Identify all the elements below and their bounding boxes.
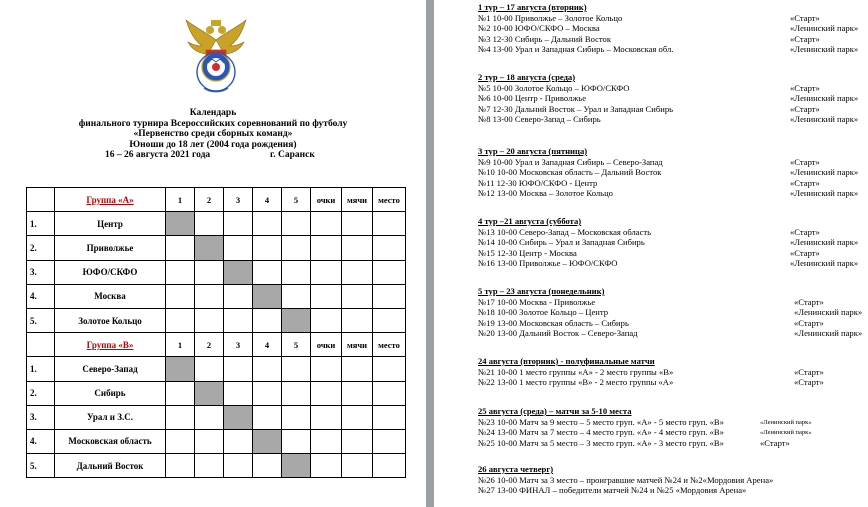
match-venue: «Старт» (790, 227, 820, 237)
team-name: Сибирь (55, 381, 166, 405)
result-cell (282, 284, 311, 308)
match-text: №17 10-00 Москва - Приволжье (478, 297, 596, 307)
match-line (478, 417, 858, 427)
result-cell (342, 236, 373, 260)
match-venue: «Старт» (760, 437, 790, 448)
result-cell (342, 357, 373, 381)
match-text: №3 12-30 Сибирь – Дальний Восток (478, 33, 612, 44)
match-text: №4 13-00 Урал и Западная Сибирь – Московская обл. (478, 44, 674, 55)
result-cell (342, 284, 373, 308)
result-cell (253, 236, 282, 260)
team-number: 3. (27, 405, 55, 429)
match-line (478, 438, 858, 448)
team-number: 3. (27, 260, 55, 284)
team-name: Золотое Кольцо (55, 308, 166, 332)
team-number: 4. (27, 429, 55, 453)
match-text: №9 10-00 Урал и Западная Сибирь – Северо-Запад (478, 157, 663, 167)
column-header: 1 (166, 333, 195, 357)
result-cell (282, 381, 311, 405)
result-cell (253, 381, 282, 405)
match-text: №24 13-00 Матч за 7 место – 4 место груп. «А» - 4 место груп. «В» (478, 427, 724, 438)
result-cell (373, 212, 406, 236)
team-name: ЮФО/СКФО (55, 260, 166, 284)
match-line (478, 227, 858, 237)
team-number: 1. (27, 212, 55, 236)
team-number: 4. (27, 284, 55, 308)
team-row (27, 405, 406, 429)
result-cell (373, 381, 406, 405)
match-line (478, 367, 858, 377)
match-text: №18 10-00 Золотое Кольцо – Центр (478, 307, 609, 318)
result-cell (195, 429, 224, 453)
match-line (478, 23, 858, 33)
tournament-dates: 16 – 26 августа 2021 года (105, 150, 211, 161)
match-line (478, 83, 858, 93)
match-venue: «Ленинский парк» (794, 307, 863, 318)
round-title: 26 августа четверг) (478, 464, 554, 474)
match-line (478, 157, 858, 167)
team-row (27, 357, 406, 381)
team-row (27, 284, 406, 308)
match-text: №5 10-00 Золотое Кольцо – ЮФО/СКФО (478, 83, 630, 93)
match-line (478, 307, 863, 318)
result-cell (342, 405, 373, 429)
match-venue: «Ленинский парк» (790, 23, 859, 34)
match-text: №20 13-00 Дальний Восток – Северо-Запад (478, 328, 638, 339)
header-line: «Первенство среди сборных команд» (133, 129, 293, 140)
team-number: 1. (27, 357, 55, 381)
column-header: 3 (224, 333, 253, 357)
header-line: Юноши до 18 лет (2004 года рождения) (129, 139, 297, 150)
round-block (478, 406, 858, 448)
match-line (478, 178, 858, 188)
round-block (478, 356, 858, 388)
result-cell (195, 284, 224, 308)
match-line (478, 297, 858, 307)
match-line (478, 318, 858, 328)
match-line (478, 114, 858, 124)
match-line (478, 258, 858, 268)
match-text: №2 10-00 ЮФО/СКФО – Москва (478, 23, 600, 34)
match-venue: «Старт» (794, 297, 824, 307)
result-cell (342, 454, 373, 478)
match-line (478, 104, 858, 114)
match-line (478, 34, 858, 44)
team-name: Московская область (55, 429, 166, 453)
result-cell (311, 454, 342, 478)
team-number: 2. (27, 381, 55, 405)
round-title: 5 тур – 23 августа (понедельник) (478, 286, 605, 296)
column-header: 5 (282, 333, 311, 357)
match-text: №8 13-00 Северо-Запад – Сибирь (478, 114, 601, 125)
match-text: №25 10-00 Матч за 5 место – 3 место груп. «А» - 3 место груп. «В» (478, 437, 724, 448)
result-cell (311, 236, 342, 260)
column-header: 2 (195, 333, 224, 357)
match-line (478, 485, 858, 495)
result-cell (311, 260, 342, 284)
match-line (478, 188, 858, 198)
group-header-blank (27, 333, 55, 357)
match-venue: «Ленинский парк» (790, 44, 859, 55)
group-title: Группа «В» (55, 333, 166, 357)
result-cell (373, 357, 406, 381)
team-name: Урал и З.С. (55, 405, 166, 429)
result-cell (282, 212, 311, 236)
match-venue: «Старт» (790, 247, 820, 258)
result-cell (166, 260, 195, 284)
match-venue: «Старт» (790, 13, 820, 23)
match-venue: «Ленинский парк» (790, 114, 859, 125)
match-venue: «Ленинский парк» (760, 429, 812, 437)
header-line: финального турнира Всероссийских соревнований по футболу (78, 118, 348, 129)
group-title: Группа «А» (55, 188, 166, 212)
group-header-row (27, 188, 406, 212)
team-row (27, 260, 406, 284)
match-venue: «Ленинский парк» (790, 258, 859, 269)
team-name: Центр (55, 212, 166, 236)
self-cell-shaded (224, 260, 253, 284)
self-cell-shaded (253, 429, 282, 453)
result-cell (282, 236, 311, 260)
result-cell (342, 212, 373, 236)
team-row (27, 454, 406, 478)
match-text: №14 10-00 Сибирь – Урал и Западная Сибирь (478, 237, 645, 248)
match-text: №21 10-00 1 место группы «А» - 2 место группы «В» (478, 367, 674, 377)
match-text: №19 13-00 Московская область – Сибирь (478, 317, 629, 328)
match-venue: «Ленинский парк» (790, 237, 859, 248)
match-text: №27 13-00 ФИНАЛ – победители матчей №24 и №25 «Мордовия Арена» (478, 485, 747, 496)
round-title: 24 августа (вторник) - полуфинальные матчи (478, 356, 655, 366)
result-cell (166, 308, 195, 332)
result-cell (311, 284, 342, 308)
match-text: №15 12-30 Центр - Москва (478, 247, 577, 258)
result-cell (253, 357, 282, 381)
match-line (478, 248, 858, 258)
right-page (434, 0, 868, 507)
team-row (27, 381, 406, 405)
self-cell-shaded (166, 212, 195, 236)
round-block (478, 216, 858, 269)
result-cell (224, 284, 253, 308)
match-text: №1 10-00 Приволжье – Золотое Кольцо (478, 13, 623, 23)
round-title: 2 тур – 18 августа (среда) (478, 72, 576, 82)
result-cell (311, 308, 342, 332)
result-cell (373, 454, 406, 478)
column-header: место (373, 188, 406, 212)
team-name: Приволжье (55, 236, 166, 260)
result-cell (253, 212, 282, 236)
result-cell (253, 260, 282, 284)
result-cell (342, 260, 373, 284)
match-text: №10 10-00 Московская область – Дальний Восток (478, 167, 662, 178)
team-number: 2. (27, 236, 55, 260)
match-text: №6 10-00 Центр - Приволжье (478, 93, 587, 104)
result-cell (224, 236, 253, 260)
match-text: №13 10-00 Северо-Запад – Московская область (478, 227, 652, 237)
result-cell (253, 405, 282, 429)
result-cell (373, 260, 406, 284)
result-cell (224, 308, 253, 332)
match-venue: «Старт» (790, 103, 820, 114)
result-cell (224, 454, 253, 478)
column-header: 1 (166, 188, 195, 212)
result-cell (166, 429, 195, 453)
result-cell (224, 381, 253, 405)
result-cell (373, 308, 406, 332)
match-venue: «Старт» (790, 33, 820, 44)
team-row (27, 236, 406, 260)
result-cell (373, 405, 406, 429)
result-cell (195, 454, 224, 478)
match-text: №16 13-00 Приволжье – ЮФО/СКФО (478, 258, 618, 269)
result-cell (311, 212, 342, 236)
round-block (478, 146, 858, 199)
result-cell (166, 381, 195, 405)
column-header: 4 (253, 333, 282, 357)
match-venue: «Старт» (794, 317, 824, 328)
match-line (478, 13, 858, 23)
self-cell-shaded (282, 308, 311, 332)
match-venue: «Старт» (794, 377, 824, 388)
match-line (478, 328, 863, 339)
round-title: 3 тур – 20 августа (пятница) (478, 146, 588, 156)
result-cell (166, 284, 195, 308)
result-cell (373, 429, 406, 453)
self-cell-shaded (253, 284, 282, 308)
match-venue: «Ленинский парк» (790, 188, 859, 199)
match-venue: «Ленинский парк» (790, 167, 859, 178)
result-cell (195, 405, 224, 429)
team-number: 5. (27, 308, 55, 332)
match-venue: «Ленинский парк» (794, 328, 863, 339)
match-line (478, 237, 858, 247)
result-cell (195, 260, 224, 284)
result-cell (282, 357, 311, 381)
match-line (478, 377, 858, 387)
tournament-city: г. Саранск (270, 150, 315, 161)
match-venue: «Старт» (790, 83, 820, 93)
column-header: 3 (224, 188, 253, 212)
result-cell (311, 405, 342, 429)
result-cell (373, 236, 406, 260)
tournament-header (20, 108, 406, 161)
match-text: №26 10-00 Матч за 3 место – проигравшие матчей №24 и №2«Мордовия Арена» (478, 475, 774, 485)
match-line (478, 427, 858, 437)
result-cell (195, 357, 224, 381)
round-title: 1 тур – 17 августа (вторник) (478, 2, 587, 12)
result-cell (224, 212, 253, 236)
match-text: №7 12-30 Дальний Восток – Урал и Западная Сибирь (478, 103, 674, 114)
result-cell (342, 308, 373, 332)
header-dateline (20, 150, 406, 161)
self-cell-shaded (224, 405, 253, 429)
column-header: 5 (282, 188, 311, 212)
team-number: 5. (27, 454, 55, 478)
result-cell (282, 260, 311, 284)
result-cell (342, 381, 373, 405)
match-venue: «Старт» (794, 367, 824, 377)
left-page (0, 0, 426, 507)
match-venue: «Ленинский парк» (790, 93, 859, 104)
result-cell (311, 381, 342, 405)
round-block (478, 2, 858, 55)
match-line (478, 93, 858, 103)
result-cell (166, 405, 195, 429)
team-row (27, 212, 406, 236)
round-title: 4 тур –21 августа (суббота) (478, 216, 582, 226)
result-cell (311, 357, 342, 381)
rfu-emblem-icon (182, 10, 250, 100)
column-header: мячи (342, 188, 373, 212)
team-name: Северо-Запад (55, 357, 166, 381)
column-header: место (373, 333, 406, 357)
column-header: очки (311, 333, 342, 357)
result-cell (282, 405, 311, 429)
result-cell (224, 429, 253, 453)
match-text: №23 10-00 Матч за 9 место – 5 место груп. «А» - 5 место груп. «В» (478, 417, 724, 427)
match-text: №12 13-00 Москва – Золотое Кольцо (478, 188, 613, 199)
match-venue: «Старт» (790, 157, 820, 167)
result-cell (224, 357, 253, 381)
column-header: 4 (253, 188, 282, 212)
group-header-row (27, 333, 406, 357)
result-cell (311, 429, 342, 453)
match-line (478, 475, 858, 485)
self-cell-shaded (195, 381, 224, 405)
result-cell (253, 308, 282, 332)
team-name: Москва (55, 284, 166, 308)
match-line (478, 167, 858, 177)
group-header-blank (27, 188, 55, 212)
result-cell (342, 429, 373, 453)
groups-table (26, 187, 406, 478)
column-header: мячи (342, 333, 373, 357)
match-venue: «Старт» (790, 177, 820, 188)
column-header: очки (311, 188, 342, 212)
self-cell-shaded (282, 454, 311, 478)
self-cell-shaded (166, 357, 195, 381)
team-name: Дальний Восток (55, 454, 166, 478)
result-cell (166, 454, 195, 478)
match-text: №11 12-30 ЮФО/СКФО - Центр (478, 177, 598, 188)
header-line: Календарь (189, 108, 237, 118)
result-cell (195, 212, 224, 236)
round-title: 25 августа (среда) – матчи за 5-10 места (478, 406, 632, 416)
team-row (27, 429, 406, 453)
team-row (27, 308, 406, 332)
round-block (478, 464, 858, 496)
match-text: №22 13-00 1 место группы «В» - 2 место группы «А» (478, 377, 674, 388)
match-line (478, 44, 858, 54)
result-cell (373, 284, 406, 308)
result-cell (253, 454, 282, 478)
match-venue: «Ленинский парк» (760, 419, 812, 426)
self-cell-shaded (195, 236, 224, 260)
column-header: 2 (195, 188, 224, 212)
round-block (478, 72, 858, 125)
result-cell (166, 236, 195, 260)
result-cell (195, 308, 224, 332)
result-cell (282, 429, 311, 453)
round-block (478, 286, 863, 339)
